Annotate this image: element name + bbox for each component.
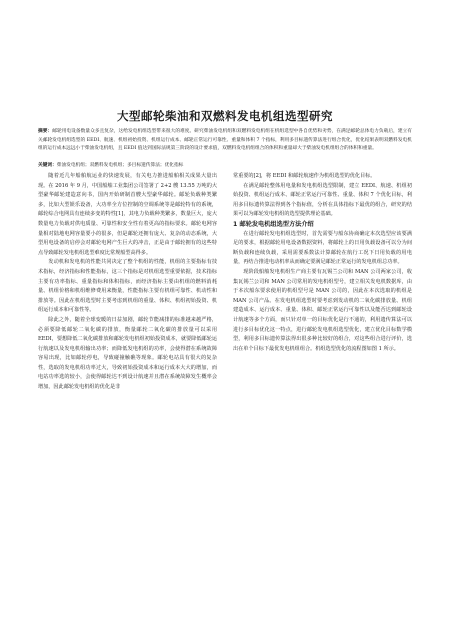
abstract-label: 摘要：: [38, 129, 53, 134]
keywords-label: 关键词：: [38, 163, 57, 168]
section-heading: 1 邮轮发电机组选型方法介绍: [233, 220, 314, 228]
left-column: [38, 172, 217, 393]
body-paragraph: 发动机和发电机的性能共同决定了整个机组的性能，机组的主要指标有技术指标，经济指标和性能指标，这三个指标是对机组选型重要依据，技术指标主要有功率指标、重量指标和体积指标，而经济指标主要由机组的燃料消耗量、机组价格和机组维修费用来衡量，性能指标主要有机组可靠性、机动性和排放等。因此在机组选型时主要考虑到机组的重量、体积、机组初始投资、机组运行成本和可靠性等。: [38, 259, 217, 314]
body-paragraph: 除此之外，随着全球变暖的日益加剧，邮轮节能减排的标准越来越严格，必须要降低邮轮二氧化碳的排放，衡量邮轮二氧化碳的排放量可以采用 EEDI，要想降低二氧化碳排放和邮轮发电机组初始投资成本，就要降低邮轮运行航速以及发电机组输出功率；而降低发电机组的功率，会使得潜在系统故障容易出现，比如邮轮停电，导致碰撞触礁等现象。邮轮电站具有很大的复杂性，选取的发电机组功率过大，导致初始投资成本和运行成本大大的增加，而电站功率选的较小，会使得邮轮达不到设计航速并且潜在系统故障发生概率会增加，因此邮轮发电机组的优化是非: [38, 316, 217, 391]
abstract: [38, 128, 412, 154]
body-paragraph: 在满足邮轮整体用电量和发电机组选型限制，建立 EEDI、航速、机组初始投资、机组运行成本、邮轮正常运行可靠性、重量、体积 7 个优化目标，利用多目标遗传算法得到各个指标值，分析在具体指标下最优的组合，研究的结果可以为邮轮发电机组的选型提供理论基础。: [233, 182, 412, 218]
body-paragraph: 在进行邮轮发电机组选型时，首先需要与船东协商确定本次选型应该要满足的要求，根据邮轮用电设备数据资料，将邮轮上的日用负载设备可以分为间断负载和连续负载，采用需要系数法计算邮轮在航行工况下日用负载的用电量，再结合推进电动机率从而确定要满足邮轮正常运行的发电机组总功率。: [233, 230, 412, 266]
body-paragraph: 随着近几年船舶航运业的快速发展，有关电力推进船舶相关成果大量出现。在 2016 年 9 月，中国船舶工业集团公司签署了 2+2 艘 13.55 万吨的大型豪华邮轮建造意向书，国内开始研制首艘大型豪华邮轮。邮轮负载种类繁多，比如大型娱乐设备，大功率全方位控制的空调系统等是邮轮特有的系统，邮轮综合电网具有连续多变的特性[1]，其电力负载种类繁多，数量巨大，庞大数量电力负载对供电质量、可靠性和安全性有着更高的指标要求。邮轮电网容量相对陆地电网容量要小的很多，但是邮轮还拥有庞大、复杂的动态系统，大型用电设备的启停会对邮轮电网产生巨大的冲击，正是由于邮轮拥有的这些特点导致邮轮发电机组选型难度比常规船型高得多。: [38, 173, 217, 256]
right-column: [233, 172, 412, 354]
abstract-text: 邮轮用电设备数量众多且复杂，这给发电机组选型带来很大的难度。研究柴油发电机组和双燃料发电机组在机组选型中各自优势和劣势，在满足邮轮总体电力负载后，建立有关邮轮发电机组选型的 EEDI、航速、机组初始投资、机组运行成本、邮轮正常运行可靠性、重量和体积 7 个指标，利用多目标遗传算法进行组合优化，优化结果表明双燃料发电机组的运行成本远远小于柴油发电机组，且 EEDI 值达到国际法规第三阶段的设计要求值，双燃料发电机组组合的体积和重量却大于柴油发电机组组合的体积和重量。: [38, 129, 412, 152]
keywords: [38, 162, 412, 171]
keywords-text: 柴油发电机组；双燃料发电机组；多目标遗传算法；优化指标: [56, 163, 184, 168]
body-paragraph: 现阶段船舶发电机组生产商主要有瓦锡兰公司和 MAN 公司两家公司，收集瓦锡兰公司和 MAN 公司常用的发电机组型号，建立相关发电机数据库，由于本次船东要求使用的机组型号是 MAN 公司的，因此在本次选取的机组是 MAN 公司产品。在发电机组选型时要考虑到发动机的二氧化碳排放量、机组建造成本、运行成本、重量、体积、邮轮正常运行可靠性以及能否达到邮轮设计航速等多个方面，而只针对单一的目标优化是行不通的，利用遗传算法可以进行多目标优化这一特点，进行邮轮发电机组选型优化，建立优化目标数学模型，利用多目标遗传算法得出很多种比较好的组合，对这些组合进行评价，选出在单个目标下最优发电机组组合。机组选型优化的流程图如图 1 所示。: [233, 268, 412, 352]
body-paragraph: 常重要的[2]，将 EEDI 和邮轮航速作为机组选型的优化目标。: [233, 173, 376, 179]
paper-title: 大型邮轮柴油和双燃料发电机组选型研究: [117, 109, 333, 123]
